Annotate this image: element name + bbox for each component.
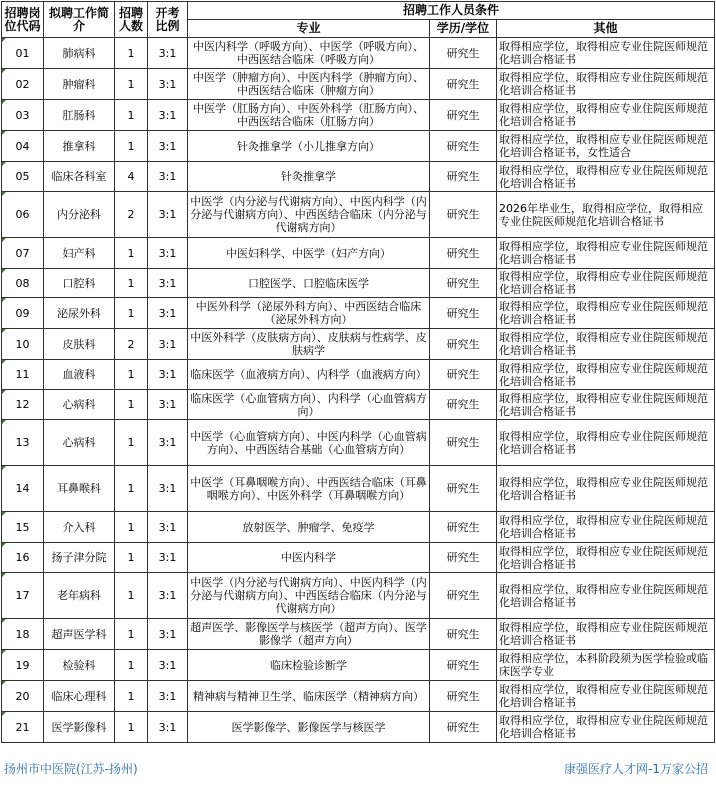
row-dept: 扬子津分院 xyxy=(44,543,115,573)
row-code: 06 xyxy=(2,192,44,238)
row-other: 取得相应学位，取得相应专业住院医师规范化培训合格证书 xyxy=(497,712,715,743)
row-major: 中医学（心血管病方向）、中医内科学（心血管病方向）、中西医结合基础（心血管病方向） xyxy=(188,420,430,466)
row-ratio: 3:1 xyxy=(148,162,188,192)
row-ratio: 3:1 xyxy=(148,69,188,100)
row-degree: 研究生 xyxy=(430,466,497,512)
row-dept: 口腔科 xyxy=(44,269,115,298)
row-count: 2 xyxy=(115,192,148,238)
row-degree: 研究生 xyxy=(430,420,497,466)
row-other: 取得相应学位，取得相应专业住院医师规范化培训合格证书 xyxy=(497,360,715,390)
row-count: 1 xyxy=(115,100,148,131)
header-code: 招聘岗位代码 xyxy=(2,2,44,38)
row-code: 02 xyxy=(2,69,44,100)
row-ratio: 3:1 xyxy=(148,38,188,69)
row-major: 精神病与精神卫生学、临床医学（精神病方向） xyxy=(188,681,430,712)
row-count: 1 xyxy=(115,298,148,329)
table-row xyxy=(2,238,715,269)
row-major: 中医学（内分泌与代谢病方向）、中医内科学（内分泌与代谢病方向）、中西医结合临床（内分泌与代谢病方向） xyxy=(188,573,430,619)
row-other: 取得相应学位，取得相应专业住院医师规范化培训合格证书 xyxy=(497,390,715,420)
table-row xyxy=(2,512,715,543)
row-major: 中医外科学（皮肤病方向）、皮肤病与性病学、皮肤病学 xyxy=(188,329,430,360)
table-row xyxy=(2,681,715,712)
row-other: 2026年毕业生，取得相应学位，取得相应专业住院医师规范化培训合格证书 xyxy=(497,192,715,238)
row-ratio: 3:1 xyxy=(148,573,188,619)
row-dept: 超声医学科 xyxy=(44,619,115,650)
row-major: 超声医学、影像医学与核医学（超声方向）、医学影像学（超声方向） xyxy=(188,619,430,650)
table-row xyxy=(2,573,715,619)
row-degree: 研究生 xyxy=(430,573,497,619)
row-ratio: 3:1 xyxy=(148,512,188,543)
row-degree: 研究生 xyxy=(430,192,497,238)
row-ratio: 3:1 xyxy=(148,619,188,650)
row-count: 1 xyxy=(115,543,148,573)
row-ratio: 3:1 xyxy=(148,131,188,162)
row-code: 08 xyxy=(2,269,44,298)
row-major: 临床医学（血液病方向）、内科学（血液病方向） xyxy=(188,360,430,390)
row-major: 针灸推拿学 xyxy=(188,162,430,192)
row-count: 1 xyxy=(115,420,148,466)
row-code: 19 xyxy=(2,650,44,681)
recruitment-table xyxy=(1,1,715,743)
row-code: 15 xyxy=(2,512,44,543)
row-code: 12 xyxy=(2,390,44,420)
row-dept: 耳鼻喉科 xyxy=(44,466,115,512)
row-count: 1 xyxy=(115,360,148,390)
row-code: 13 xyxy=(2,420,44,466)
row-count: 4 xyxy=(115,162,148,192)
row-code: 04 xyxy=(2,131,44,162)
row-degree: 研究生 xyxy=(430,162,497,192)
row-other: 取得相应学位，取得相应专业住院医师规范化培训合格证书 xyxy=(497,573,715,619)
row-other: 取得相应学位，取得相应专业住院医师规范化培训合格证书 xyxy=(497,69,715,100)
row-dept: 临床心理科 xyxy=(44,681,115,712)
row-ratio: 3:1 xyxy=(148,329,188,360)
row-major: 口腔医学、口腔临床医学 xyxy=(188,269,430,298)
row-dept: 肛肠科 xyxy=(44,100,115,131)
row-dept: 心病科 xyxy=(44,420,115,466)
row-count: 1 xyxy=(115,712,148,743)
table-row xyxy=(2,38,715,69)
footer-source-left: 扬州市中医院(江苏-扬州) xyxy=(4,762,138,776)
row-major: 临床检验诊断学 xyxy=(188,650,430,681)
row-count: 1 xyxy=(115,681,148,712)
table-row xyxy=(2,192,715,238)
table-row xyxy=(2,466,715,512)
row-degree: 研究生 xyxy=(430,681,497,712)
header-conditions: 招聘工作人员条件 xyxy=(188,2,715,20)
row-ratio: 3:1 xyxy=(148,420,188,466)
row-other: 取得相应学位，取得相应专业住院医师规范化培训合格证书 xyxy=(497,466,715,512)
row-other: 取得相应学位，取得相应专业住院医师规范化培训合格证书 xyxy=(497,269,715,298)
table-row xyxy=(2,619,715,650)
header-count: 招聘人数 xyxy=(115,2,148,38)
row-code: 16 xyxy=(2,543,44,573)
table-row xyxy=(2,329,715,360)
row-major: 临床医学（心血管病方向）、内科学（心血管病方向） xyxy=(188,390,430,420)
row-count: 1 xyxy=(115,131,148,162)
row-degree: 研究生 xyxy=(430,512,497,543)
row-degree: 研究生 xyxy=(430,69,497,100)
row-other: 取得相应学位，取得相应专业住院医师规范化培训合格证书 xyxy=(497,681,715,712)
row-count: 1 xyxy=(115,390,148,420)
row-dept: 医学影像科 xyxy=(44,712,115,743)
header-ratio: 开考比例 xyxy=(148,2,188,38)
row-code: 14 xyxy=(2,466,44,512)
row-code: 11 xyxy=(2,360,44,390)
row-ratio: 3:1 xyxy=(148,238,188,269)
row-count: 1 xyxy=(115,269,148,298)
row-major: 中医妇科学、中医学（妇产方向） xyxy=(188,238,430,269)
row-other: 取得相应学位，取得相应专业住院医师规范化培训合格证书 xyxy=(497,38,715,69)
row-major: 中医学（耳鼻咽喉方向）、中西医结合临床（耳鼻咽喉方向）、中医外科学（耳鼻咽喉方向） xyxy=(188,466,430,512)
row-ratio: 3:1 xyxy=(148,712,188,743)
row-degree: 研究生 xyxy=(430,619,497,650)
row-other: 取得相应学位，取得相应专业住院医师规范化培训合格证书 xyxy=(497,543,715,573)
row-count: 2 xyxy=(115,329,148,360)
header-degree: 学历/学位 xyxy=(430,20,497,38)
row-count: 1 xyxy=(115,573,148,619)
row-dept: 推拿科 xyxy=(44,131,115,162)
row-major: 医学影像学、影像医学与核医学 xyxy=(188,712,430,743)
row-degree: 研究生 xyxy=(430,38,497,69)
row-ratio: 3:1 xyxy=(148,650,188,681)
row-major: 中医内科学（呼吸方向）、中医学（呼吸方向）、中西医结合临床（呼吸方向） xyxy=(188,38,430,69)
table-row xyxy=(2,298,715,329)
row-dept: 老年病科 xyxy=(44,573,115,619)
table-row xyxy=(2,162,715,192)
row-count: 1 xyxy=(115,619,148,650)
table-row xyxy=(2,360,715,390)
row-other: 取得相应学位，取得相应专业住院医师规范化培训合格证书 xyxy=(497,329,715,360)
row-code: 17 xyxy=(2,573,44,619)
row-ratio: 3:1 xyxy=(148,681,188,712)
row-degree: 研究生 xyxy=(430,100,497,131)
row-major: 中医学（内分泌与代谢病方向）、中医内科学（内分泌与代谢病方向）、中西医结合临床（内分泌与代谢病方向） xyxy=(188,192,430,238)
row-degree: 研究生 xyxy=(430,298,497,329)
row-code: 03 xyxy=(2,100,44,131)
footer-source-right: 康强医疗人才网-1万家公招 xyxy=(564,762,708,776)
header-dept: 拟聘工作简介 xyxy=(44,2,115,38)
row-ratio: 3:1 xyxy=(148,298,188,329)
row-major: 中医学（肿瘤方向）、中医内科学（肿瘤方向）、中西医结合临床（肿瘤方向） xyxy=(188,69,430,100)
row-code: 20 xyxy=(2,681,44,712)
row-major: 放射医学、肿瘤学、免疫学 xyxy=(188,512,430,543)
row-dept: 内分泌科 xyxy=(44,192,115,238)
row-major: 针灸推拿学（小儿推拿方向） xyxy=(188,131,430,162)
header-other: 其他 xyxy=(497,20,715,38)
table-row xyxy=(2,420,715,466)
row-degree: 研究生 xyxy=(430,360,497,390)
row-count: 1 xyxy=(115,512,148,543)
row-code: 18 xyxy=(2,619,44,650)
row-dept: 心病科 xyxy=(44,390,115,420)
row-other: 取得相应学位，取得相应专业住院医师规范化培训合格证书 xyxy=(497,100,715,131)
row-other: 取得相应学位，取得相应专业住院医师规范化培训合格证书 xyxy=(497,619,715,650)
row-count: 1 xyxy=(115,69,148,100)
row-degree: 研究生 xyxy=(430,543,497,573)
row-other: 取得相应学位，取得相应专业住院医师规范化培训合格证书，女性适合 xyxy=(497,131,715,162)
row-count: 1 xyxy=(115,466,148,512)
row-ratio: 3:1 xyxy=(148,269,188,298)
row-dept: 临床各科室 xyxy=(44,162,115,192)
row-count: 1 xyxy=(115,650,148,681)
row-dept: 泌尿外科 xyxy=(44,298,115,329)
row-dept: 血液科 xyxy=(44,360,115,390)
table-row xyxy=(2,100,715,131)
row-degree: 研究生 xyxy=(430,329,497,360)
row-count: 1 xyxy=(115,38,148,69)
row-degree: 研究生 xyxy=(430,131,497,162)
row-other: 取得相应学位，取得相应专业住院医师规范化培训合格证书 xyxy=(497,420,715,466)
row-major: 中医内科学 xyxy=(188,543,430,573)
row-ratio: 3:1 xyxy=(148,360,188,390)
row-ratio: 3:1 xyxy=(148,100,188,131)
table-row xyxy=(2,269,715,298)
row-code: 09 xyxy=(2,298,44,329)
row-ratio: 3:1 xyxy=(148,466,188,512)
row-ratio: 3:1 xyxy=(148,390,188,420)
row-dept: 皮肤科 xyxy=(44,329,115,360)
row-ratio: 3:1 xyxy=(148,192,188,238)
row-degree: 研究生 xyxy=(430,269,497,298)
row-other: 取得相应学位，取得相应专业住院医师规范化培训合格证书 xyxy=(497,162,715,192)
row-other: 取得相应学位，取得相应专业住院医师规范化培训合格证书 xyxy=(497,512,715,543)
row-degree: 研究生 xyxy=(430,650,497,681)
row-degree: 研究生 xyxy=(430,238,497,269)
table-row xyxy=(2,131,715,162)
row-code: 05 xyxy=(2,162,44,192)
row-other: 取得相应学位，取得相应专业住院医师规范化培训合格证书 xyxy=(497,298,715,329)
row-code: 21 xyxy=(2,712,44,743)
row-dept: 妇产科 xyxy=(44,238,115,269)
row-ratio: 3:1 xyxy=(148,543,188,573)
table-row xyxy=(2,69,715,100)
row-degree: 研究生 xyxy=(430,390,497,420)
row-other: 取得相应学位，取得相应专业住院医师规范化培训合格证书 xyxy=(497,238,715,269)
row-major: 中医学（肛肠方向）、中医外科学（肛肠方向）、中西医结合临床（肛肠方向） xyxy=(188,100,430,131)
row-major: 中医外科学（泌尿外科方向）、中西医结合临床（泌尿外科方向） xyxy=(188,298,430,329)
row-other: 取得相应学位，本科阶段须为医学检验或临床医学专业 xyxy=(497,650,715,681)
header-major: 专业 xyxy=(188,20,430,38)
row-code: 01 xyxy=(2,38,44,69)
row-code: 07 xyxy=(2,238,44,269)
table-row xyxy=(2,650,715,681)
table-row xyxy=(2,712,715,743)
row-dept: 肿瘤科 xyxy=(44,69,115,100)
row-dept: 检验科 xyxy=(44,650,115,681)
row-degree: 研究生 xyxy=(430,712,497,743)
table-row xyxy=(2,390,715,420)
row-dept: 介入科 xyxy=(44,512,115,543)
table-row xyxy=(2,543,715,573)
row-count: 1 xyxy=(115,238,148,269)
row-code: 10 xyxy=(2,329,44,360)
row-dept: 肺病科 xyxy=(44,38,115,69)
